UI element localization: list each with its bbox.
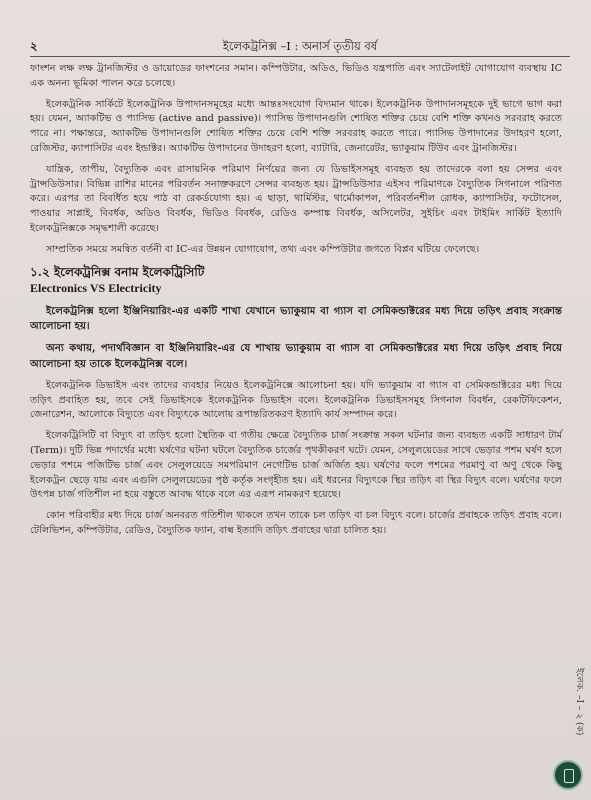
- paragraph-active-passive: ইলেকট্রনিক সার্কিটে ইলেকট্রনিক উপাদানসমূহের মধ্যে আন্তঃসংযোগ বিদ্যমান থাকে। ইলেকট্রনিক উপাদানসমূহকে দুই ভাগে ভাগ করা হয়। যেমন, অ্যাকটিভ ও প্যাসিভ (active and passive)। প্যাসিভ উপাদানগুলি শোষিত শক্তির চেয়ে বেশি শক্তি কখনও সরবরাহ করতে পারে না। পক্ষান্তরে, অ্যাকটিভ উপাদানগুলি শোষিত শক্তির চেয়ে বেশি শক্তি সরবরাহ করতে পারে। প্যাসিভ উপাদানের উদাহরণ হলো, রেজিস্টর, ক্যাপাসিটর এবং ইন্ডাক্টর। অ্যাকটিভ উপাদানের উদাহরণ হলো, ব্যাটারি, জেনারেটর, ভ্যাকুয়াম টিউব এবং ট্রানজিস্টর।: [30, 98, 562, 154]
- running-title: ইলেকট্রনিক্স –I : অনার্স তৃতীয় বর্ষ: [222, 39, 378, 53]
- paragraph-electronic-devices: ইলেকট্রনিক ডিভাইস এবং তাদের ব্যবহার নিয়েও ইলেকট্রনিক্সে আলোচনা হয়। যদি ভ্যাকুয়াম বা গ্যাস বা সেমিকন্ডাক্টরের মধ্য দিয়ে তড়িৎ প্রবাহিত হয়, তবে সেই ডিভাইসকে ইলেকট্রনিক ডিভাইস বলে। ইলেকট্রনিক ডিভাইসসমূহ সিগনাল বিবর্ধন, রেকটিফিকেশন, জেনারেশন, আলোকে বিদ্যুতে এবং বিদ্যুৎকে আলোয় রূপান্তরিতকরণ ইত্যাদি কার্য সম্পাদন করে।: [30, 379, 562, 421]
- definition-electronics: [30, 304, 562, 336]
- header-rule: [30, 56, 570, 57]
- section-heading-bn: ১.২ ইলেকট্রনিক্স বনাম ইলেকট্রিসিটি: [30, 264, 205, 279]
- reader-logo-icon: [553, 760, 583, 790]
- definition-electronics-text: ইলেকট্রনিক্স হলো ইঞ্জিনিয়ারিং-এর একটি শাখা যেখানে ভ্যাকুয়াম বা গ্যাস বা সেমিকন্ডাক্টরের মধ্য দিয়ে তড়িৎ প্রবাহ সংক্রান্ত আলোচনা হয়।: [30, 304, 562, 333]
- paragraph-sensors: যান্ত্রিক, তাপীয়, বৈদ্যুতিক এবং রাসায়নিক পরিমাণ নির্ণয়ের জন্য যে ডিভাইসসমূহ ব্যবহৃত হয় তাদেরকে বলা হয় সেন্সর এবং ট্রান্সডিউসার। বিভিন্ন রাশির মানের পরিবর্তন সনাক্তকরণে সেন্সর ব্যবহৃত হয়। ট্রান্সডিউসার এইসব পরিমাণকে বৈদ্যুতিক সিগনালে পরিণত করে। এরপর তা বিবর্ধিত হয়ে পাঠ বা রেকর্ডযোগ্য হয়। এ ছাড়া, থার্মিস্টর, থার্মোকাপল, পরিবর্তনশীল রোধক, ক্যাপাসিটর, ফটোসেল, পাওয়ার সাপ্লাই, বিবর্ধক, অডিও বিবর্ধক, ভিডিও বিবর্ধক, রেডিও কম্পাঙ্ক বিবর্ধক, অসিলেটর, সুইচিং এবং টাইমিং সার্কিট ইত্যাদি ইলেকট্রনিক্সকে সমৃদ্ধশালী করেছে।: [30, 163, 562, 234]
- page-number: ২: [30, 39, 38, 53]
- page-body: [30, 62, 562, 545]
- definition-electronics-alt: [30, 341, 562, 373]
- definition-electronics-alt-text: অন্য কথায়, পদার্থবিজ্ঞান বা ইঞ্জিনিয়ারিং-এর যে শাখায় ভ্যাকুয়াম বা গ্যাস বা সেমিকন্ডাক্টরের মধ্য দিয়ে তড়িৎ প্রবাহ নিয়ে আলোচনা হয় তাকে ইলেকট্রনিক্স বলে।: [30, 342, 562, 370]
- paragraph-ic-intro: ফাংশন লক্ষ লক্ষ ট্রানজিস্টর ও ডায়োডের ফাংশনের সমান। কম্পিউটার, অডিও, ভিডিও যন্ত্রপাতি এবং স্যাটেলাইট যোগাযোগ ব্যবস্থায় IC এক অনন্য ভূমিকা পালন করে চলেছে।: [30, 63, 562, 89]
- section-heading-en: Electronics VS Electricity: [30, 280, 162, 295]
- paragraph-ic-revolution: সাম্প্রতিক সময়ে সমন্বিত বর্তনী বা IC-এর উন্নয়ন যোগাযোগ, তথ্য এবং কম্পিউটার জগতে বিপ্লব ঘটিয়ে ফেলেছে।: [46, 243, 480, 255]
- paragraph-current-electricity: কোন পরিবাহীর মধ্য দিয়ে চার্জ অনবরত গতিশীল থাকলে তখন তাকে চল তড়িৎ বা চল বিদ্যুৎ বলে। চার্জের প্রবাহকে তড়িৎ প্রবাহ বলে। টেলিভিশন, কম্পিউটার, রেডিও, বৈদ্যুতিক ফ্যান, বাল্ব ইত্যাদি তড়িৎ প্রবাহের দ্বারা চালিত হয়।: [30, 510, 562, 536]
- margin-note: ইলেক. –I – ২ (ক): [574, 668, 584, 736]
- paragraph-static-electricity: ইলেকট্রিসিটি বা বিদ্যুৎ বা তড়িৎ হলো স্থৈতিক বা গতীয় ক্ষেত্রে বৈদ্যুতিক চার্জ সংক্রান্ত সকল ঘটনার জন্য ব্যবহৃত একটি সাধারণ টার্ম (Term)। দুটি ভিন্ন পদার্থের মধ্যে ঘর্ষণের ঘটনা ঘটলে বৈদ্যুতিক চার্জের পৃথকীকরণ ঘটে। যেমন, সেলুলয়েডের সাথে ভেড়ার পশম ঘর্ষণ হলে ভেড়ার পশমে পজিটিভ চার্জ এবং সেলুলয়েডে সমপরিমাণ নেগেটিভ চার্জ অর্জিত হয়। ঘর্ষণের ফলে পশমের পরমাণু বা অণু থেকে কিছু ইলেকট্রন ছেড়ে যায় এবং এগুলি সেলুলয়েডের পৃষ্ঠ কর্তৃক সংগৃহীত হয়। এই ধরনের বিদ্যুৎকে স্থির তড়িৎ বা স্থির বিদ্যুৎ বলে। ঘর্ষণের ফলে উৎপন্ন চার্জ গতিশীল না হয়ে বস্তুতে আবদ্ধ থাকে বলে এর এরূপ নামকরণ হয়েছে।: [30, 430, 562, 501]
